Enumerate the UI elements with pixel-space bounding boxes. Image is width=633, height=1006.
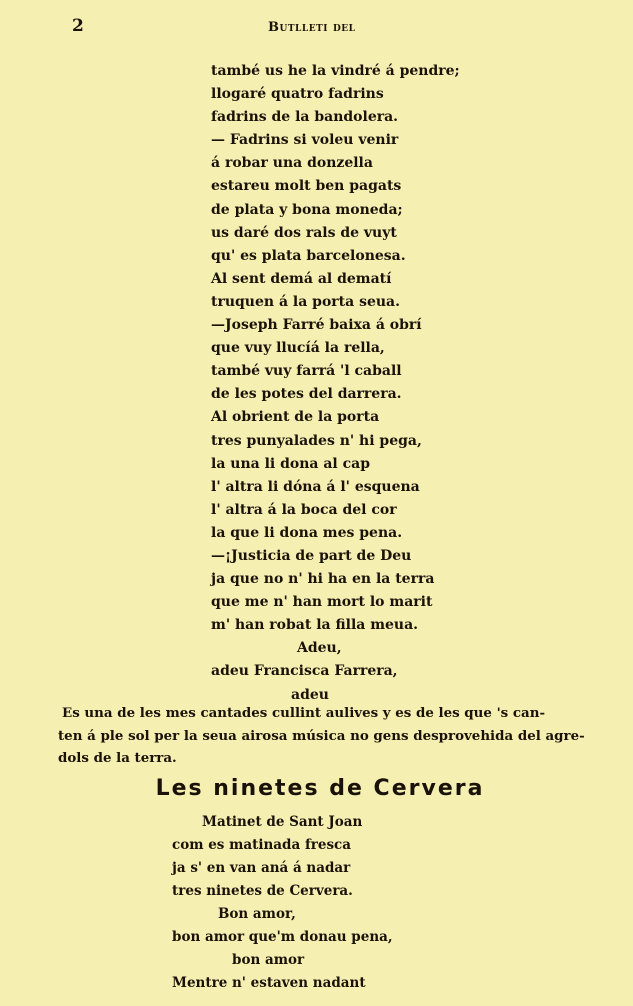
verse-line: tres punyalades n' hi pega,	[211, 432, 422, 449]
verse-line: que me n' han mort lo marit	[211, 594, 433, 611]
verse-line: ja que no n' hi ha en la terra	[211, 571, 435, 588]
verse-line: tres ninetes de Cervera.	[172, 883, 353, 899]
verse-line: Matinet de Sant Joan	[202, 814, 363, 830]
verse-line: Al obrient de la porta	[211, 409, 380, 426]
verse-line: l' altra á la boca del cor	[211, 501, 397, 518]
section-title: Les ninetes de Cervera	[155, 776, 485, 801]
verse-line: bon amor	[232, 952, 305, 968]
verse-line: — Fadrins si voleu venir	[211, 132, 399, 149]
prose-line: ten á ple sol per la seua airosa música no gens desprovehida del agre-	[58, 727, 585, 744]
verse-line: Mentre n' estaven nadant	[172, 975, 366, 991]
verse-line: la una li dona al cap	[211, 455, 370, 472]
verse-line: llogaré quatro fadrins	[211, 86, 384, 103]
verse-line: truquen á la porta seua.	[211, 293, 400, 310]
verse-line: Bon amor,	[218, 906, 296, 922]
verse-line: de les potes del darrera.	[211, 386, 402, 403]
verse-line: fadrins de la bandolera.	[211, 109, 399, 126]
verse-line: m' han robat la filla meua.	[211, 617, 419, 634]
verse-line: de plata y bona moneda;	[211, 201, 403, 218]
verse-line: l' altra li dóna á l' esquena	[211, 478, 420, 495]
prose-line: dols de la terra.	[58, 750, 177, 766]
verse-line: que vuy llucíá la rella,	[211, 340, 385, 357]
verse-line: qu' es plata barcelonesa.	[211, 247, 406, 264]
verse-line: Adeu,	[297, 640, 342, 657]
poem-verses-2	[172, 811, 492, 995]
page-number: 2	[72, 16, 84, 36]
verse-line: estareu molt ben pagats	[211, 178, 402, 195]
verse-line: ja s' en van aná á nadar	[172, 860, 351, 876]
verse-line: us daré dos rals de vuyt	[211, 224, 397, 241]
running-title: Butlleti del	[268, 20, 356, 35]
commentary-paragraph	[58, 702, 614, 770]
verse-line: adeu Francisca Farrera,	[211, 663, 398, 680]
verse-line: á robar una donzella	[211, 155, 373, 172]
prose-line: Es una de les mes cantades cullint aulives y es de les que 's can-	[62, 705, 546, 721]
verse-line: Al sent demá al dematí	[211, 270, 392, 287]
verse-line: com es matinada fresca	[172, 837, 352, 853]
verse-line: la que li dona mes pena.	[211, 524, 403, 541]
verse-line: —Joseph Farré baixa á obrí	[211, 317, 422, 334]
verse-line: adeu	[291, 686, 329, 703]
verse-line: —¡Justicia de part de Deu	[211, 547, 412, 564]
verse-line: també us he la vindré á pendre;	[211, 63, 460, 79]
verse-line: també vuy farrá 'l caball	[211, 363, 402, 380]
verse-line: bon amor que'm donau pena,	[172, 929, 393, 945]
poem-verses-1	[211, 60, 591, 707]
